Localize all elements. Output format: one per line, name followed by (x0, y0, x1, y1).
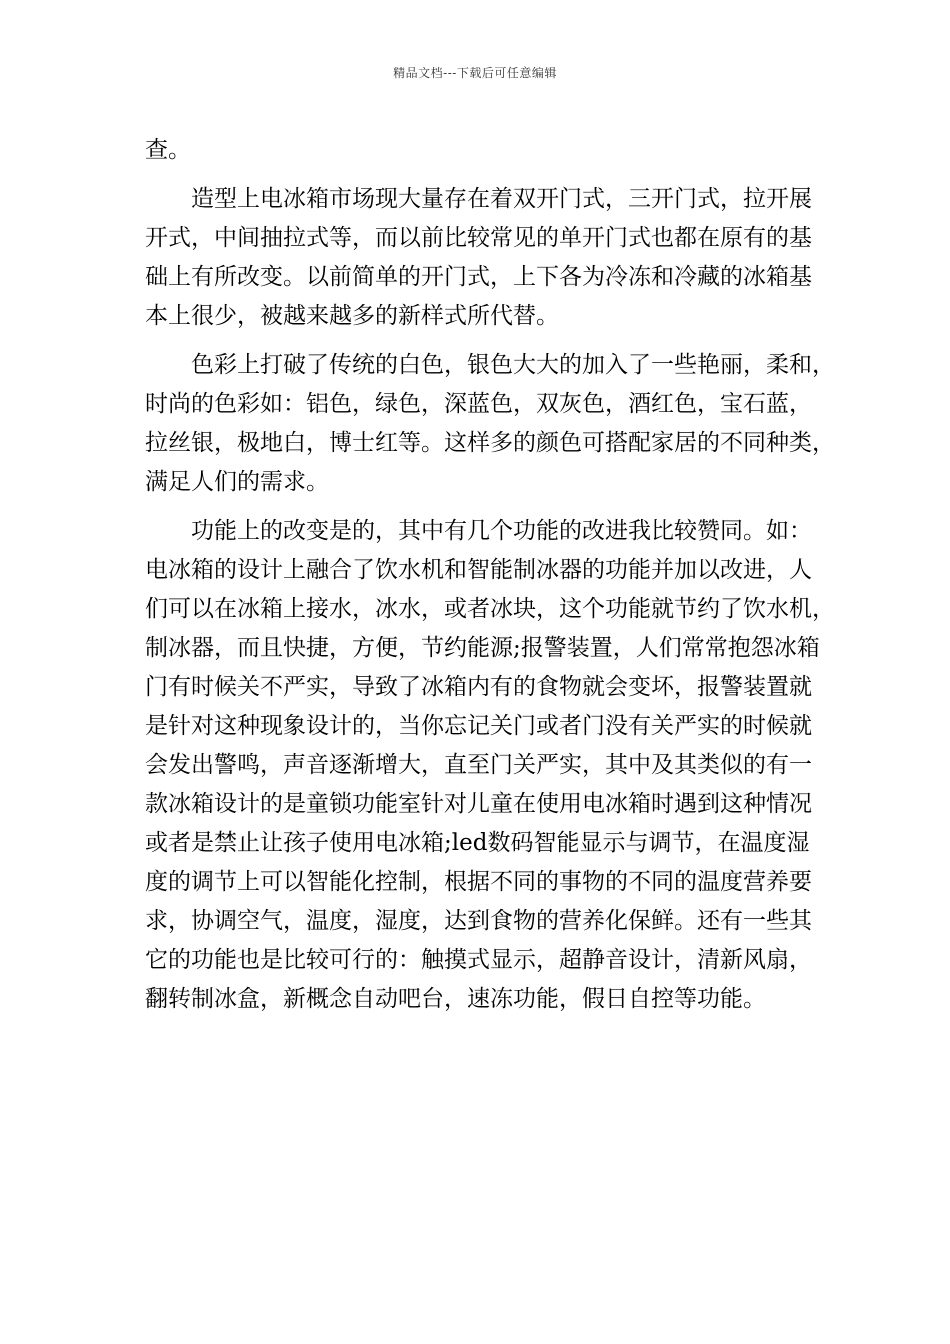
text-line: 础上有所改变。以前简单的开门式，上下各为冷冻和冷藏的冰箱基 (145, 264, 812, 290)
text-line: 拉丝银，极地白，博士红等。这样多的颜色可搭配家居的不同种类， (145, 430, 835, 456)
text-line: 款冰箱设计的是童锁功能室针对儿童在使用电冰箱时遇到这种情况 (145, 791, 812, 817)
text-line: 功能上的改变是的，其中有几个功能的改进我比较赞同。如： (145, 518, 812, 544)
text-line: 度的调节上可以智能化控制，根据不同的事物的不同的温度营养要 (145, 869, 812, 895)
text-line: 查。 (145, 137, 191, 163)
paragraph (145, 131, 810, 170)
text-line: 会发出警鸣，声音逐渐增大，直至门关严实，其中及其类似的有一 (145, 752, 812, 778)
text-line: 或者是禁止让孩子使用电冰箱;led数码智能显示与调节，在温度湿 (145, 830, 810, 856)
paragraph (145, 346, 835, 502)
text-line: 门有时候关不严实，导致了冰箱内有的食物就会变坏，报警装置就 (145, 674, 812, 700)
paragraph (145, 180, 810, 336)
text-line: 时尚的色彩如：铝色，绿色，深蓝色，双灰色，酒红色，宝石蓝， (145, 391, 812, 417)
text-line: 们可以在冰箱上接水，冰水，或者冰块，这个功能就节约了饮水机， (145, 596, 835, 622)
text-line: 制冰器，而且快捷，方便，节约能源;报警装置，人们常常抱怨冰箱 (145, 635, 820, 661)
text-line: 色彩上打破了传统的白色，银色大大的加入了一些艳丽，柔和， (145, 352, 835, 378)
document-body (145, 131, 835, 1019)
text-line: 满足人们的需求。 (145, 469, 329, 495)
text-line: 本上很少，被越来越多的新样式所代替。 (145, 303, 559, 329)
text-line: 求，协调空气，温度，湿度，达到食物的营养化保鲜。还有一些其 (145, 908, 812, 934)
paragraph (145, 512, 835, 1019)
text-line: 开式，中间抽拉式等，而以前比较常见的单开门式也都在原有的基 (145, 225, 812, 251)
text-line: 造型上电冰箱市场现大量存在着双开门式，三开门式，拉开展 (145, 186, 812, 212)
page-header: 精品文档---下载后可任意编辑 (393, 66, 557, 80)
text-line: 翻转制冰盒，新概念自动吧台，速冻功能，假日自控等功能。 (145, 986, 766, 1012)
text-line: 电冰箱的设计上融合了饮水机和智能制冰器的功能并加以改进，人 (145, 557, 812, 583)
text-line: 是针对这种现象设计的，当你忘记关门或者门没有关严实的时候就 (145, 713, 812, 739)
text-line: 它的功能也是比较可行的：触摸式显示，超静音设计，清新风扇， (145, 947, 812, 973)
